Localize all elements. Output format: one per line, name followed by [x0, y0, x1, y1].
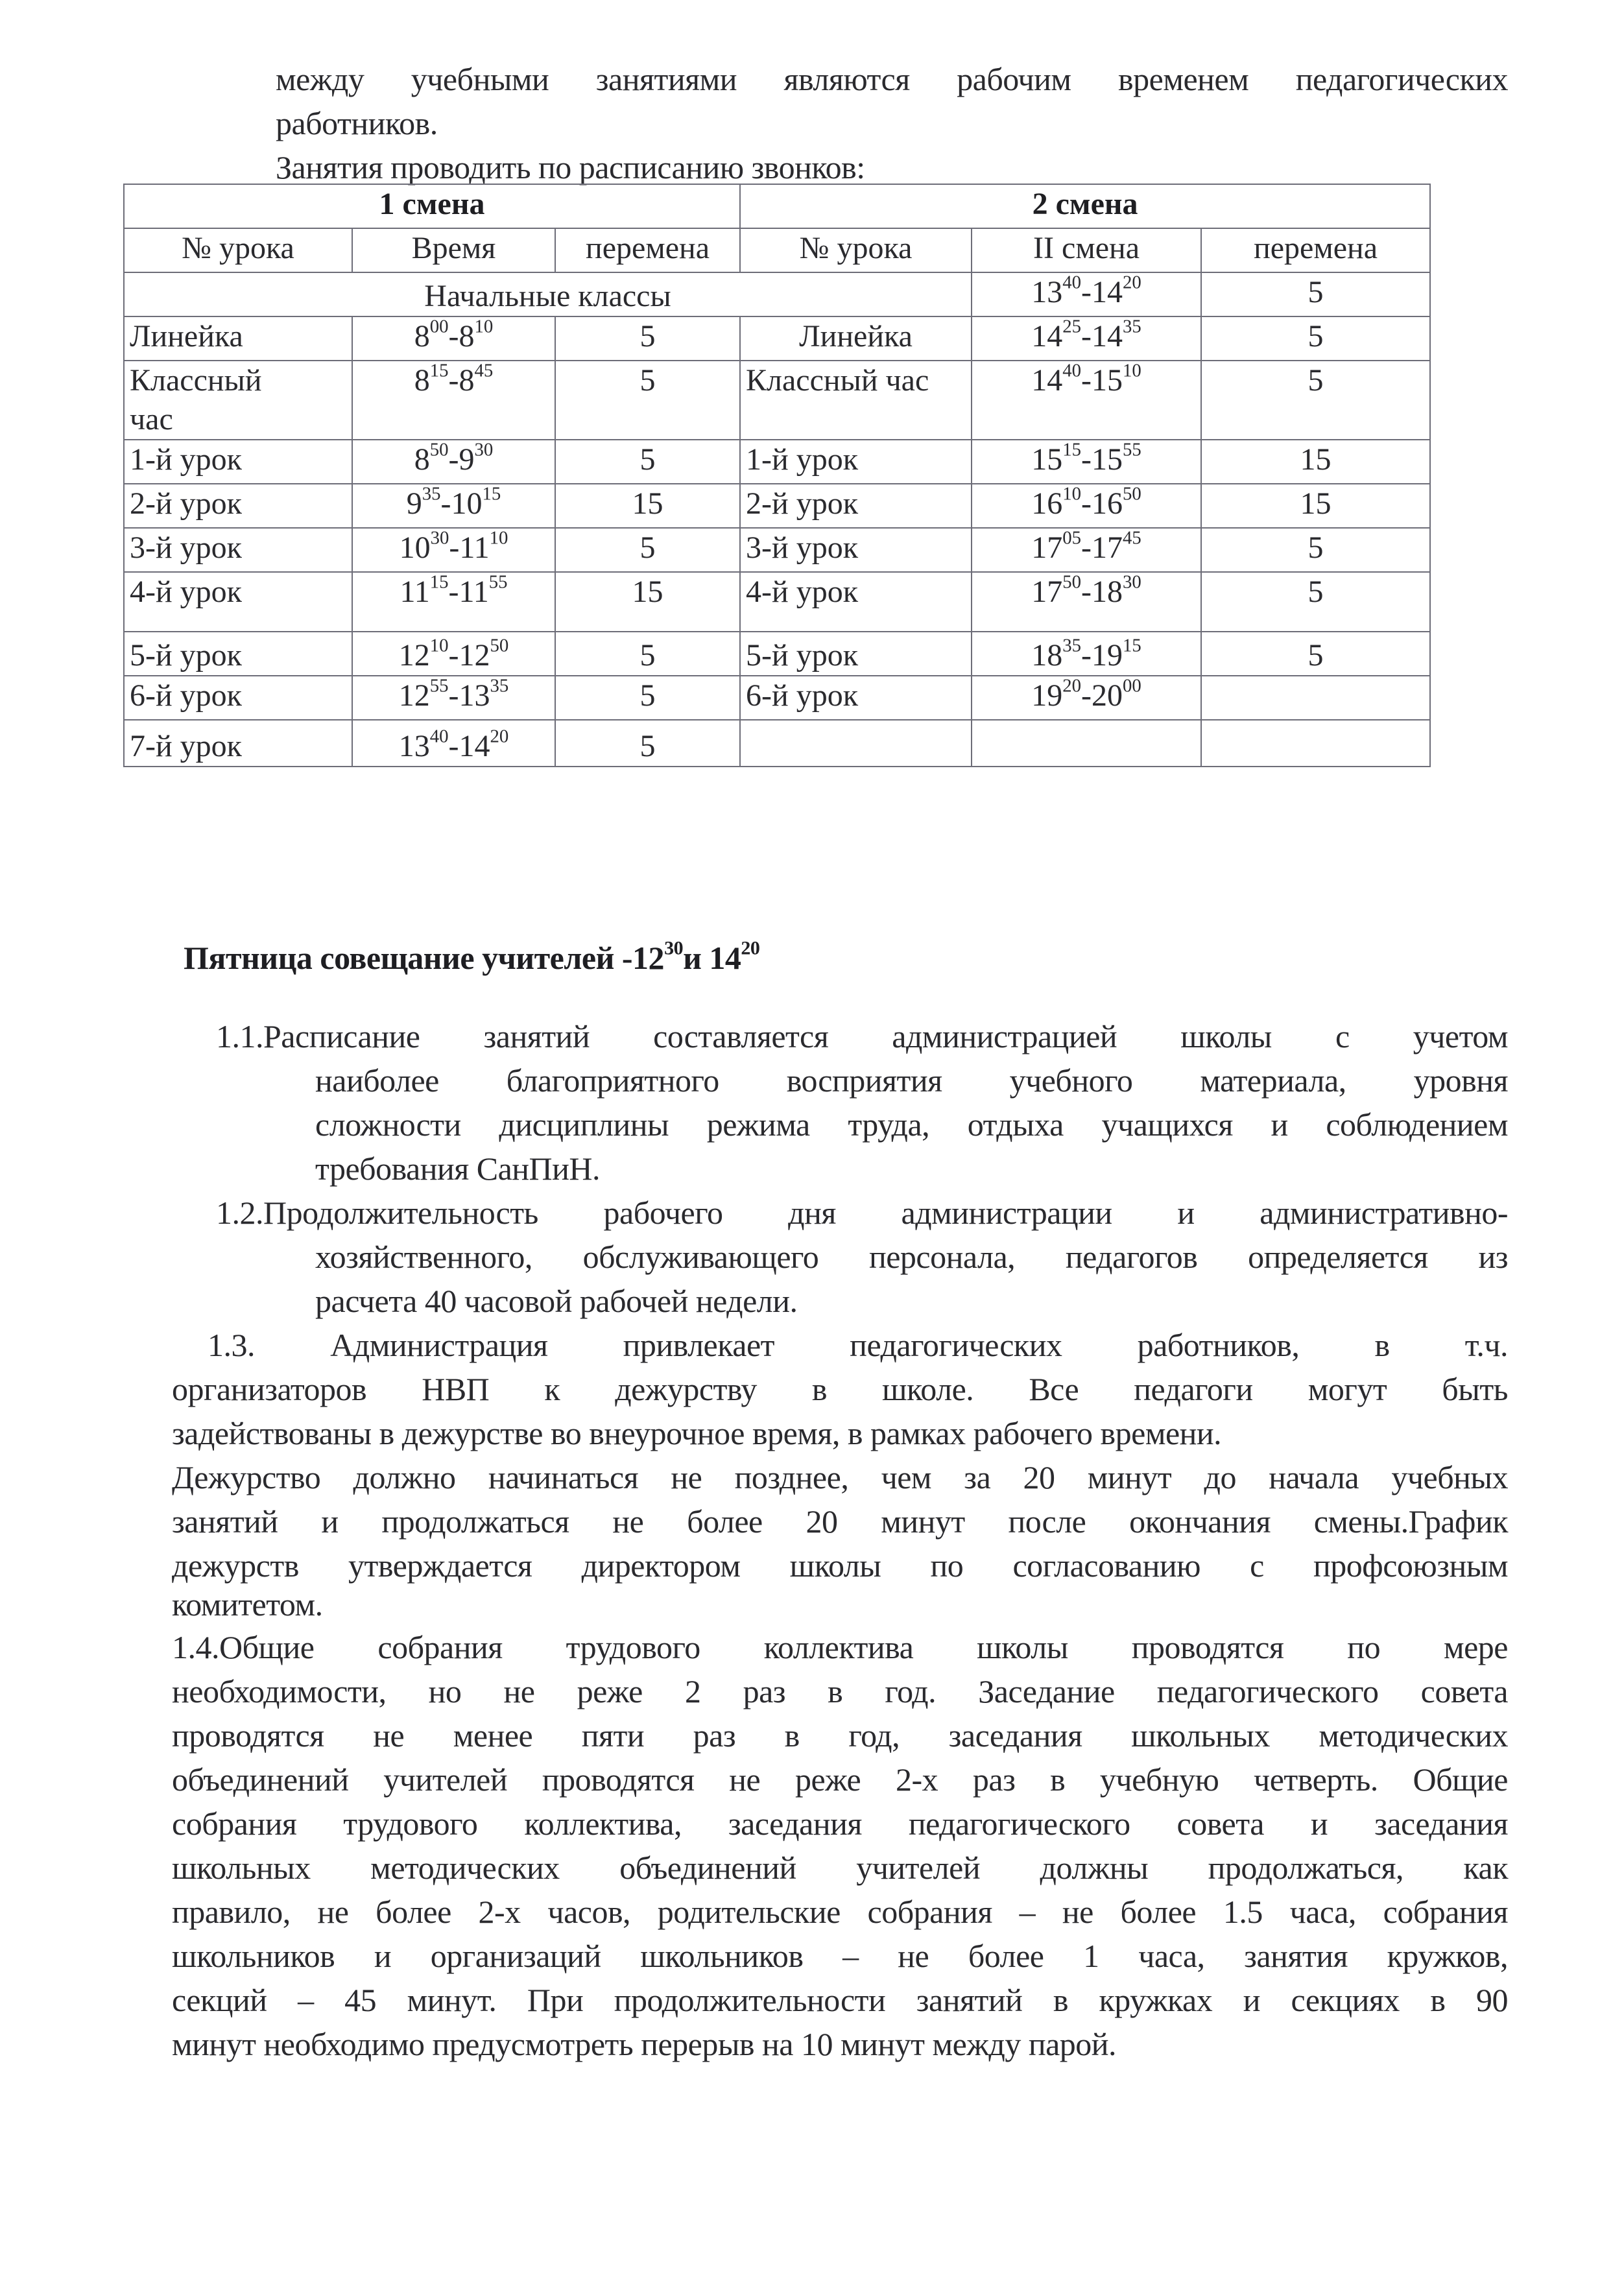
lesson-name: 6-й урок [124, 676, 352, 720]
time-cell: $13^{40}-14^{20}$ [352, 720, 555, 767]
lesson-name: 1-й урок [124, 440, 352, 484]
section-1-4-line: школьников и организаций школьников – не более 1 часа, занятия кружков, [172, 1938, 1508, 1974]
lesson-name: 5-й урок [740, 632, 972, 676]
section-1-4-line: школьных методических объединений учителей должны продолжаться, как [172, 1850, 1508, 1886]
time-cell: $8^{15}-8^{45}$ [352, 361, 555, 440]
lesson-name: Классный час [740, 361, 972, 440]
section-1-1-line: наиболее благоприятного восприятия учебного материала, уровня [315, 1062, 1508, 1099]
time-cell: $12^{55}-13^{35}$ [352, 676, 555, 720]
break-cell: 5 [555, 316, 740, 361]
time-cell: $16^{10}-16^{50}$ [972, 484, 1201, 528]
break-cell: 15 [1201, 484, 1430, 528]
section-1-2-line: 1.2.Продолжительность рабочего дня администрации и административно- [216, 1195, 1508, 1231]
section-1-3-line: Дежурство должно начинаться не позднее, чем за 20 минут до начала учебных [172, 1459, 1508, 1495]
break-cell [1201, 676, 1430, 720]
lesson-name: 3-й урок [740, 528, 972, 572]
break-cell: 5 [555, 440, 740, 484]
section-1-3-line: комитетом. [172, 1586, 323, 1623]
time-cell: $10^{30}-11^{10}$ [352, 528, 555, 572]
col-header: № урока [740, 228, 972, 272]
lesson-name: 2-й урок [740, 484, 972, 528]
section-1-4-line: секций – 45 минут. При продолжительности занятий в кружках и секциях в 90 [172, 1982, 1508, 2018]
section-1-3-line: 1.3. Администрация привлекает педагогических работников, в т.ч. [208, 1327, 1508, 1363]
section-1-3-line: организаторов НВП к дежурству в школе. Все педагоги могут быть [172, 1371, 1508, 1407]
table-row [124, 528, 1430, 572]
break-cell: 5 [555, 720, 740, 767]
time-cell: $17^{50}-18^{30}$ [972, 572, 1201, 632]
table-row [124, 316, 1430, 361]
section-1-2-line: хозяйственного, обслуживающего персонала, педагогов определяется из [315, 1239, 1508, 1275]
section-1-3-line: задействованы в дежурстве во внеурочное время, в рамках рабочего времени. [172, 1415, 1222, 1451]
break-cell: 5 [1201, 572, 1430, 632]
intro-line-1: между учебными занятиями являются рабочим временем педагогических [276, 61, 1508, 97]
friday-meeting-heading: Пятница совещание учителей $-12^{30}и$ $14^{20}$ [184, 937, 760, 976]
break-cell: 5 [1201, 316, 1430, 361]
shift-header-row [124, 184, 1430, 228]
section-1-4-line: объединений учителей проводятся не реже 2-х раз в учебную четверть. Общие [172, 1761, 1508, 1798]
lesson-name: 2-й урок [124, 484, 352, 528]
lesson-name: Линейка [740, 316, 972, 361]
table-row [124, 361, 1430, 440]
break-cell: 5 [1201, 272, 1430, 316]
shift-2-title: 2 смена [740, 184, 1430, 228]
lesson-name: 1-й урок [740, 440, 972, 484]
time-cell: $14^{40}-15^{10}$ [972, 361, 1201, 440]
intro-line-2: работников. [276, 105, 438, 141]
time-cell: $11^{15}-11^{55}$ [352, 572, 555, 632]
section-1-4-line: минут необходимо предусмотреть перерыв на 10 минут между парой. [172, 2026, 1117, 2062]
lesson-name: Классный час [124, 361, 352, 440]
time-cell: $13^{40}-14^{20}$ [972, 272, 1201, 316]
time-cell: $14^{25}-14^{35}$ [972, 316, 1201, 361]
time-cell: $17^{05}-17^{45}$ [972, 528, 1201, 572]
break-cell: 5 [555, 361, 740, 440]
break-cell: 15 [555, 572, 740, 632]
break-cell: 5 [1201, 632, 1430, 676]
section-1-3-line: дежурств утверждается директором школы по согласованию с профсоюзным [172, 1547, 1508, 1584]
column-header-row [124, 228, 1430, 272]
lesson-name: 5-й урок [124, 632, 352, 676]
lesson-name: Линейка [124, 316, 352, 361]
lesson-name: 6-й урок [740, 676, 972, 720]
col-header: Время [352, 228, 555, 272]
break-cell: 15 [1201, 440, 1430, 484]
empty-cell [972, 720, 1201, 767]
break-cell: 5 [555, 528, 740, 572]
section-1-4-line: необходимости, но не реже 2 раз в год. Заседание педагогического совета [172, 1673, 1508, 1709]
table-row [124, 484, 1430, 528]
col-header: № урока [124, 228, 352, 272]
break-cell: 5 [555, 632, 740, 676]
col-header: перемена [555, 228, 740, 272]
table-row [124, 440, 1430, 484]
section-1-3-line: занятий и продолжаться не более 20 минут после окончания смены.График [172, 1503, 1508, 1540]
section-1-1-line: 1.1.Расписание занятий составляется администрацией школы с учетом [216, 1018, 1508, 1054]
time-cell: $9^{35}-10^{15}$ [352, 484, 555, 528]
time-cell: $15^{15}-15^{55}$ [972, 440, 1201, 484]
section-1-1-line: требования СанПиН. [315, 1150, 601, 1187]
lesson-name: 7-й урок [124, 720, 352, 767]
shift-1-title: 1 смена [124, 184, 740, 228]
table-row [124, 676, 1430, 720]
table-row [124, 632, 1430, 676]
bell-schedule-table [123, 184, 1431, 767]
break-cell: 5 [1201, 361, 1430, 440]
lesson-name: 4-й урок [124, 572, 352, 632]
intro-line-3: Занятия проводить по расписанию звонков: [276, 149, 865, 185]
lesson-name: 3-й урок [124, 528, 352, 572]
col-header: II смена [972, 228, 1201, 272]
section-1-4-line: собрания трудового коллектива, заседания педагогического совета и заседания [172, 1805, 1508, 1842]
table-row [124, 572, 1430, 632]
break-cell: 15 [555, 484, 740, 528]
section-1-2-line: расчета 40 часовой рабочей недели. [315, 1283, 798, 1319]
empty-cell [1201, 720, 1430, 767]
break-cell: 5 [555, 676, 740, 720]
primary-classes-row [124, 272, 1430, 316]
time-cell: $19^{20}-20^{00}$ [972, 676, 1201, 720]
time-cell: $18^{35}-19^{15}$ [972, 632, 1201, 676]
lesson-name: 4-й урок [740, 572, 972, 632]
section-1-4-line: проводятся не менее пяти раз в год, заседания школьных методических [172, 1717, 1508, 1754]
table-row [124, 720, 1430, 767]
section-1-1-line: сложности дисциплины режима труда, отдыха учащихся и соблюдением [315, 1106, 1508, 1143]
col-header: перемена [1201, 228, 1430, 272]
break-cell: 5 [1201, 528, 1430, 572]
empty-cell [740, 720, 972, 767]
time-cell: $12^{10}-12^{50}$ [352, 632, 555, 676]
time-cell: $8^{00}-8^{10}$ [352, 316, 555, 361]
time-cell: $8^{50}-9^{30}$ [352, 440, 555, 484]
primary-classes-label: Начальные классы [124, 272, 972, 316]
section-1-4-line: правило, не более 2-х часов, родительские собрания – не более 1.5 часа, собрания [172, 1894, 1508, 1930]
section-1-4-line: 1.4.Общие собрания трудового коллектива школы проводятся по мере [172, 1629, 1508, 1665]
